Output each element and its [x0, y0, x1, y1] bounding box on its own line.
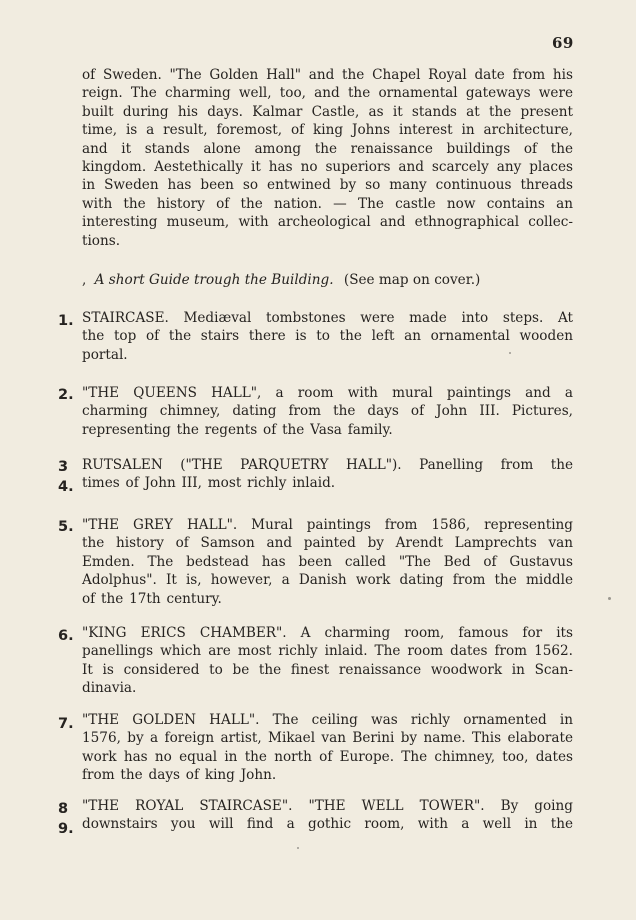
text-line: work has no equal in the north of Europe. The chimney, too, dates [82, 748, 573, 765]
item-number: 9. [58, 821, 74, 837]
text-line: of Sweden. "The Golden Hall" and the Chapel Royal date from his [82, 67, 573, 83]
text-line: with the history of the nation. — The castle now contains an [82, 195, 573, 212]
text-line: charming chimney, dating from the days of John III. Pictures, [82, 403, 573, 420]
text-line: "THE QUEENS HALL", a room with mural paintings and a [82, 385, 573, 401]
list-item [82, 516, 573, 608]
item-number: 2. [58, 387, 74, 403]
text-line: dinavia. [82, 680, 137, 697]
list-item [82, 384, 573, 439]
text-line: STAIRCASE. Mediæval tombstones were made into steps. At [82, 310, 573, 326]
text-line: interesting museum, with archeological and ethnographical collec- [82, 214, 573, 231]
text-line: portal. [82, 346, 128, 363]
text-line: downstairs you will find a gothic room, with a well in the [82, 816, 573, 833]
guide-note: (See map on cover.) [343, 272, 481, 288]
text-line: in Sweden has been so entwined by so many continuous threads [82, 177, 573, 194]
text-line: "KING ERICS CHAMBER". A charming room, famous for its [82, 625, 573, 641]
guide-marker: , [82, 272, 87, 288]
text-line: representing the regents of the Vasa family. [82, 421, 393, 438]
item-number: 5. [58, 519, 74, 535]
text-line: "THE GREY HALL". Mural paintings from 1586, representing [82, 517, 573, 533]
text-line: reign. The charming well, too, and the ornamental gateways were [82, 85, 573, 102]
item-number: 8 [58, 801, 69, 817]
list-item [82, 797, 573, 834]
text-line: panellings which are most richly inlaid. The room dates from 1562. [82, 643, 573, 660]
guide-title: A short Guide trough the Building. [94, 272, 334, 288]
intro-paragraph [82, 66, 573, 250]
item-number: 3 [58, 459, 69, 475]
text-line: from the days of king John. [82, 767, 277, 784]
text-line: the top of the stairs there is to the left an ornamental wooden [82, 328, 573, 345]
text-line: and it stands alone among the renaissance buildings of the [82, 140, 573, 157]
text-line: kingdom. Aestethically it has no superiors and scarcely any places [82, 159, 573, 176]
text-line: 1576, by a foreign artist, Mikael van Berini by name. This elaborate [82, 730, 573, 747]
text-line: built during his days. Kalmar Castle, as it stands at the present [82, 103, 573, 120]
text-line: time, is a result, foremost, of king Johns interest in architecture, [82, 122, 573, 139]
text-line: Emden. The bedstead has been called "The Bed of Gustavus [82, 553, 573, 570]
list-item [82, 624, 573, 698]
item-number: 4. [58, 479, 74, 495]
text-line: "THE GOLDEN HALL". The ceiling was richly ornamented in [82, 712, 573, 728]
text-line: Adolphus". It is, however, a Danish work dating from the middle [82, 572, 573, 589]
text-line: RUTSALEN ("THE PARQUETRY HALL"). Panelling from the [82, 457, 573, 473]
text-line: of the 17th century. [82, 590, 222, 607]
paper-speck [509, 352, 511, 354]
text-line: It is considered to be the finest renaissance woodwork in Scan- [82, 661, 573, 678]
list-item [82, 711, 573, 785]
item-number: 6. [58, 628, 74, 644]
paper-speck [297, 847, 299, 849]
page-number: 69 [552, 34, 574, 52]
item-number: 1. [58, 313, 74, 329]
list-item [82, 456, 573, 493]
item-number: 7. [58, 716, 74, 732]
list-item [82, 309, 573, 364]
text-line: tions. [82, 232, 121, 249]
text-line: times of John III, most richly inlaid. [82, 475, 336, 492]
guide-heading [82, 271, 480, 289]
text-line: "THE ROYAL STAIRCASE". "THE WELL TOWER". By going [82, 798, 573, 814]
text-line: the history of Samson and painted by Arendt Lamprechts van [82, 535, 573, 552]
paper-speck [608, 597, 611, 600]
